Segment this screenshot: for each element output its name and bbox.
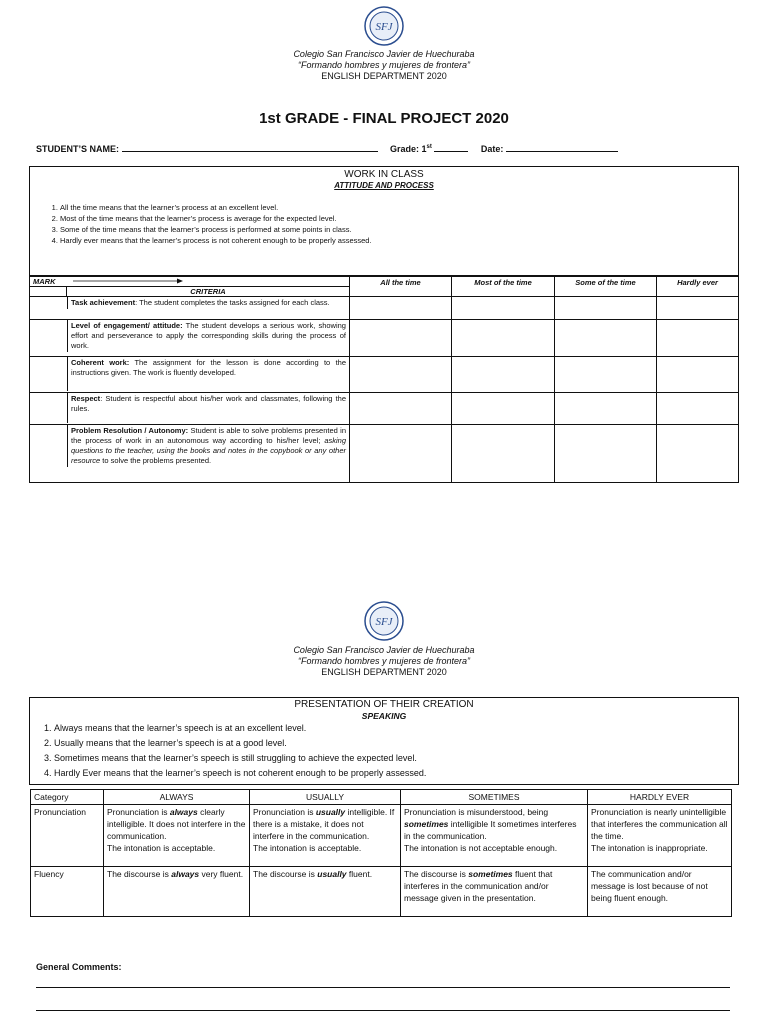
- school-logo-icon: [364, 601, 404, 641]
- mark-cell[interactable]: [350, 357, 452, 393]
- col-usually: USUALLY: [250, 790, 401, 805]
- presentation-subtitle: SPEAKING: [361, 711, 407, 721]
- rubric-cell[interactable]: Pronunciation is misunderstood, being sometimes intelligible It sometimes interferes in the communication. The intonation is not acceptable enough.: [401, 805, 588, 867]
- presentation-title: PRESENTATION OF THEIR CREATION: [294, 699, 474, 710]
- mark-cell[interactable]: [555, 357, 657, 393]
- mark-cell[interactable]: [657, 425, 739, 483]
- mark-cell[interactable]: [657, 297, 739, 320]
- mark-cell[interactable]: [350, 297, 452, 320]
- col-all-the-time: All the time: [350, 277, 452, 297]
- table-row: [31, 805, 732, 867]
- speaking-scale-list: [30, 721, 738, 781]
- mark-cell[interactable]: [555, 425, 657, 483]
- category-cell: Fluency: [31, 867, 104, 917]
- mark-cell[interactable]: [350, 425, 452, 483]
- list-item: 4. Hardly ever means that the learner’s process is not coherent enough to be properly assessed.: [60, 235, 738, 246]
- school-motto: “Formando hombres y mujeres de frontera”: [297, 60, 471, 70]
- mark-cell[interactable]: [350, 320, 452, 357]
- criteria-cell: Problem Resolution / Autonomy: Student is able to solve problems presented in the process of work in an autonomous way according to his/her level; asking questions to the teacher, using the books and notes in the copybook or any other resource to solve the problems presented.: [30, 425, 350, 483]
- col-some-of-the-time: Some of the time: [555, 277, 657, 297]
- col-sometimes: SOMETIMES: [401, 790, 588, 805]
- list-item: 2. Usually means that the learner’s speech is at a good level.: [54, 736, 738, 751]
- comment-line[interactable]: [36, 1010, 730, 1011]
- date-label: Date:: [480, 144, 504, 154]
- mark-cell[interactable]: [555, 393, 657, 425]
- school-name: Colegio San Francisco Javier de Huechuraba: [293, 49, 475, 59]
- table-header-row: [31, 790, 732, 805]
- school-header: [0, 49, 768, 82]
- rubric-cell[interactable]: Pronunciation is always clearly intelligible. It does not interfere in the communication. The intonation is acceptable.: [104, 805, 250, 867]
- svg-text:SFJ: SFJ: [375, 616, 393, 628]
- mark-cell[interactable]: [452, 320, 555, 357]
- list-item: 3. Some of the time means that the learner’s process is performed at some points in class.: [60, 224, 738, 235]
- work-title: WORK IN CLASS: [344, 169, 424, 180]
- mark-cell[interactable]: [452, 357, 555, 393]
- school-name: Colegio San Francisco Javier de Huechuraba: [293, 645, 475, 655]
- criteria-cell: Task achievement: The student completes the tasks assigned for each class.: [30, 297, 350, 320]
- school-header: [0, 645, 768, 678]
- speaking-rubric-table: [30, 789, 732, 917]
- mark-cell[interactable]: [350, 393, 452, 425]
- general-comments-label: General Comments:: [36, 962, 122, 972]
- rubric-cell[interactable]: The discourse is usually fluent.: [250, 867, 401, 917]
- page-title: 1st GRADE - FINAL PROJECT 2020: [259, 110, 509, 127]
- criteria-header: CRITERIA: [30, 287, 350, 297]
- category-cell: Pronunciation: [31, 805, 104, 867]
- table-row: [31, 867, 732, 917]
- comment-line[interactable]: [36, 987, 730, 988]
- arrow-right-icon: [73, 278, 183, 284]
- date-field[interactable]: [506, 142, 618, 152]
- list-item: 1. All the time means that the learner’s process at an excellent level.: [60, 202, 738, 213]
- svg-text:SFJ: SFJ: [375, 21, 393, 33]
- department: ENGLISH DEPARTMENT 2020: [321, 667, 447, 677]
- mark-cell[interactable]: [555, 297, 657, 320]
- rubric-cell[interactable]: Pronunciation is usually intelligible. If there is a mistake, it does not interfere in the communication. The intonation is acceptable.: [250, 805, 401, 867]
- rubric-cell[interactable]: The discourse is sometimes fluent that interferes in the communication and/or message given in the presentation.: [401, 867, 588, 917]
- col-category: Category: [31, 790, 104, 805]
- mark-cell[interactable]: [452, 393, 555, 425]
- mark-cell[interactable]: [452, 425, 555, 483]
- criteria-cell: Coherent work: The assignment for the lesson is done according to the instructions given. The work is fluently developed.: [30, 357, 350, 393]
- work-subtitle: ATTITUDE AND PROCESS: [334, 181, 434, 190]
- table-row: [30, 393, 739, 425]
- rubric-cell[interactable]: The communication and/or message is lost because of not being fluent enough.: [588, 867, 732, 917]
- student-name-label: STUDENT’S NAME:: [36, 144, 119, 154]
- presentation-box: [29, 697, 739, 785]
- student-name-field[interactable]: [122, 142, 378, 152]
- mark-cell[interactable]: [452, 297, 555, 320]
- table-row: [30, 425, 739, 483]
- grade-label: Grade: 1st: [390, 144, 432, 154]
- school-logo-icon: [364, 6, 404, 46]
- col-hardly-ever: Hardly ever: [657, 277, 739, 297]
- list-item: 1. Always means that the learner’s speech is at an excellent level.: [54, 721, 738, 736]
- student-info-line: [36, 142, 618, 154]
- mark-cell[interactable]: [657, 320, 739, 357]
- criteria-cell: Respect: Student is respectful about his/her work and classmates, following the rules.: [30, 393, 350, 425]
- col-most-of-the-time: Most of the time: [452, 277, 555, 297]
- list-item: 4. Hardly Ever means that the learner’s speech is not coherent enough to be properly assessed.: [54, 766, 738, 781]
- col-always: ALWAYS: [104, 790, 250, 805]
- list-item: 3. Sometimes means that the learner’s speech is still struggling to achieve the expected level.: [54, 751, 738, 766]
- school-motto: “Formando hombres y mujeres de frontera”: [297, 656, 471, 666]
- mark-header: MARK: [30, 277, 350, 287]
- mark-cell[interactable]: [555, 320, 657, 357]
- table-row: [30, 297, 739, 320]
- grade-field[interactable]: [434, 142, 468, 152]
- mark-cell[interactable]: [657, 393, 739, 425]
- mark-cell[interactable]: [657, 357, 739, 393]
- col-hardly-ever: HARDLY EVER: [588, 790, 732, 805]
- table-row: [30, 320, 739, 357]
- criteria-cell: Level of engagement/ attitude: The student develops a serious work, showing effort and perseverance to apply the corresponding skills during the process of work.: [30, 320, 350, 357]
- rubric-cell[interactable]: The discourse is always very fluent.: [104, 867, 250, 917]
- department: ENGLISH DEPARTMENT 2020: [321, 71, 447, 81]
- criteria-table: [29, 276, 739, 483]
- list-item: 2. Most of the time means that the learner’s process is average for the expected level.: [60, 213, 738, 224]
- work-in-class-box: [29, 166, 739, 276]
- work-scale-list: [30, 202, 738, 246]
- rubric-cell[interactable]: Pronunciation is nearly unintelligible that interferes the communication all the time. The intonation is inappropriate.: [588, 805, 732, 867]
- table-row: [30, 357, 739, 393]
